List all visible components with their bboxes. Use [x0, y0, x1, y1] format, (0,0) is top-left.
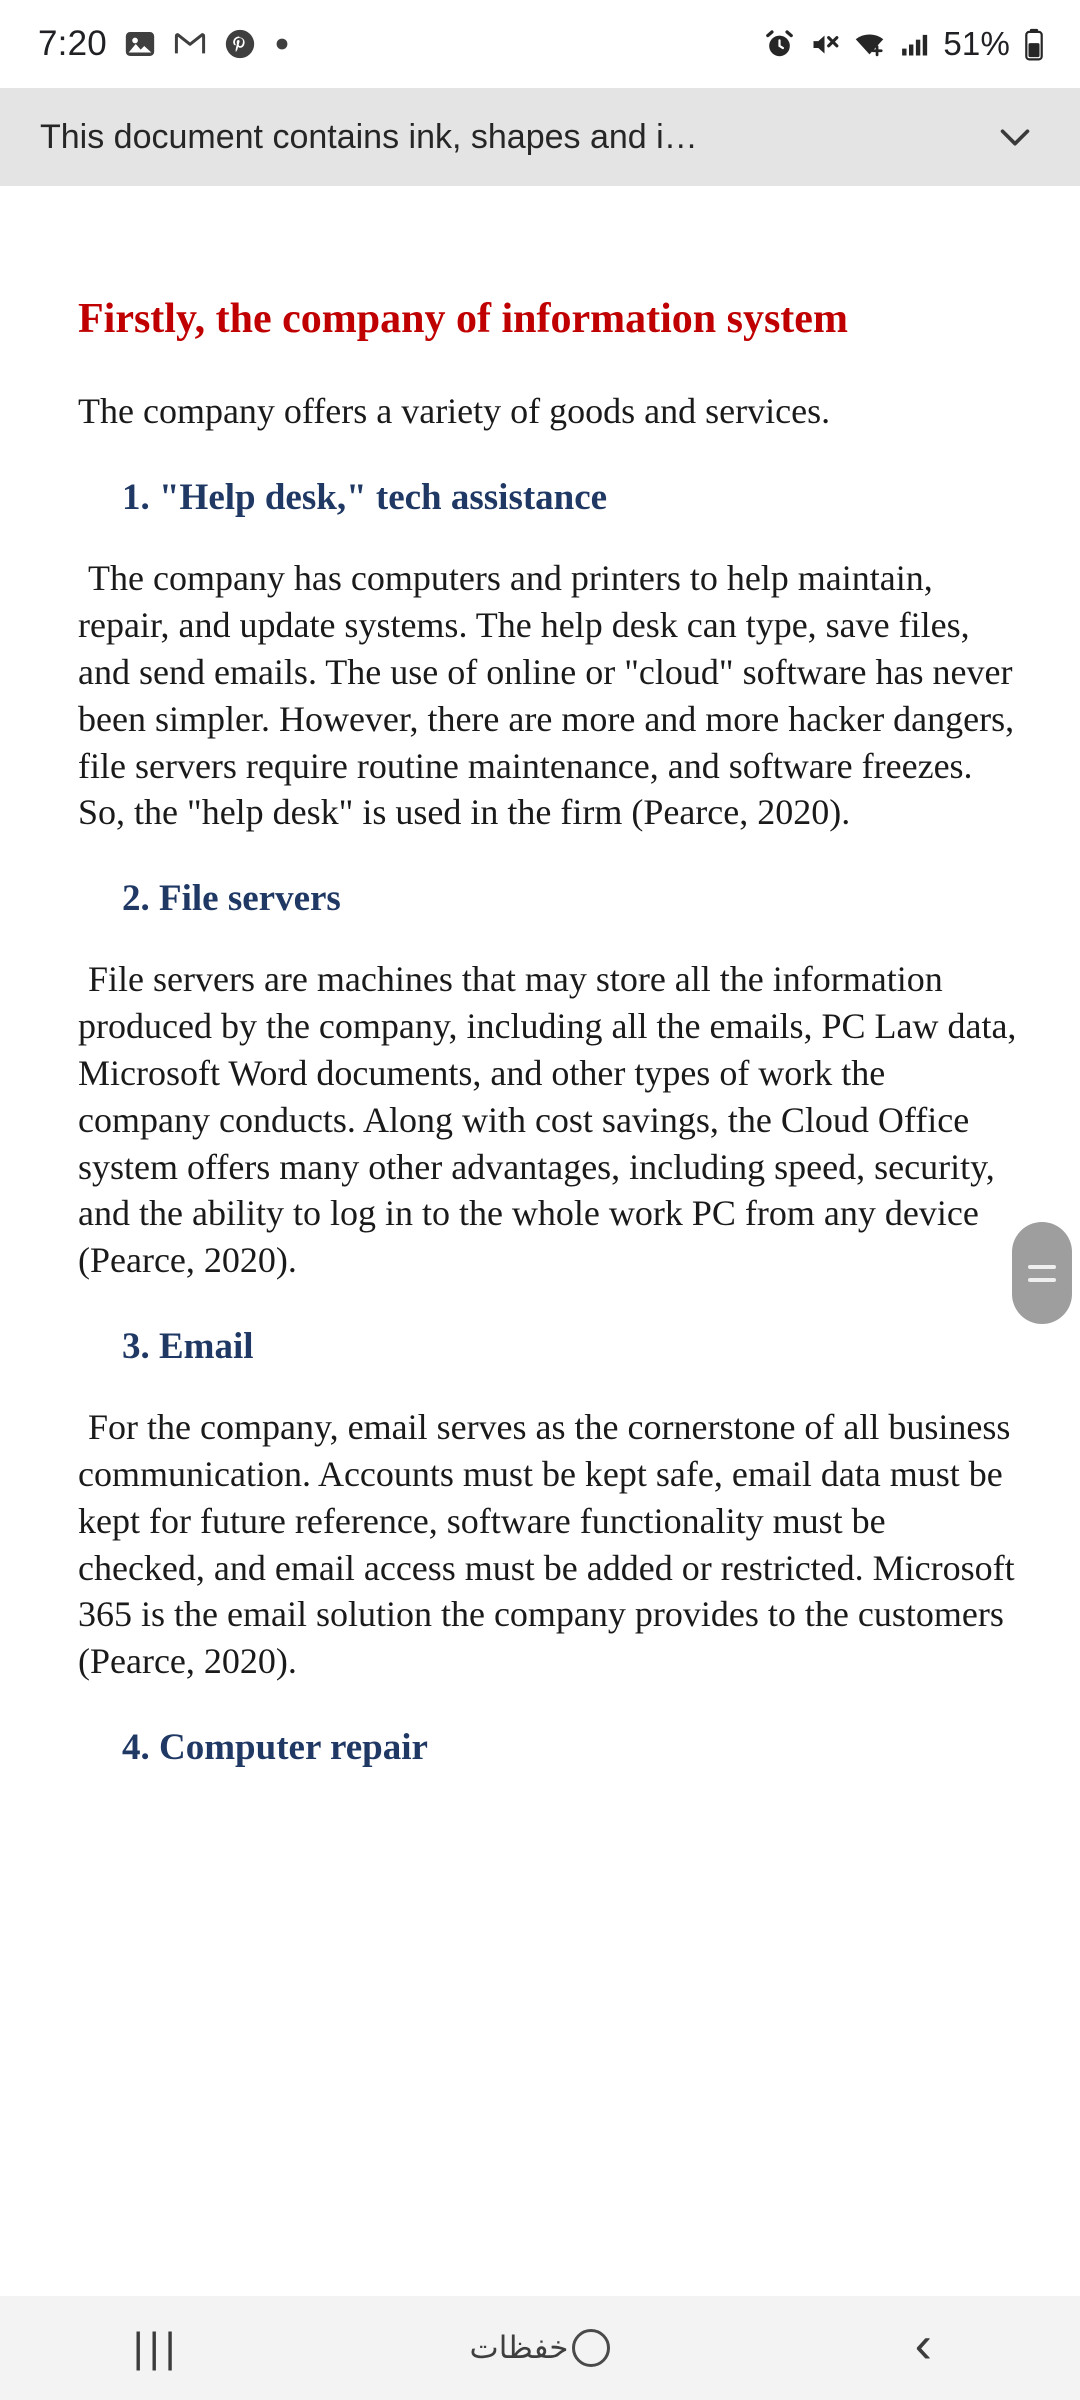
gmail-icon [173, 27, 207, 61]
section-body-1: The company has computers and printers to help maintain, repair, and update systems. The help desk can type, save files, and send emails. The use of online or "cloud" software has never been simpler. However, there are more and more hacker dangers, file servers require routine maintenance, and software freezes. So, the "help desk" is used in the firm (Pearce, 2020). [78, 558, 1015, 833]
notice-text: This document contains ink, shapes and i… [40, 117, 698, 156]
home-icon [572, 2329, 610, 2367]
scrollbar-thumb[interactable] [1012, 1222, 1072, 1324]
back-icon: ‹ [914, 2316, 932, 2374]
chevron-down-icon[interactable] [992, 114, 1038, 160]
alarm-icon [763, 28, 796, 61]
battery-icon [1022, 28, 1046, 61]
back-button[interactable] [833, 2296, 1013, 2400]
home-button[interactable] [380, 2296, 700, 2400]
section-heading-1: 1. "Help desk," tech assistance [122, 477, 608, 519]
battery-percent: 51% [943, 25, 1010, 62]
document-notice-banner[interactable] [0, 88, 1080, 186]
section-body-3: For the company, email serves as the cornerstone of all business communication. Accounts must be kept safe, email data must be kept for future reference, software functionality must be checked, and email access must be added or restricted. Microsoft 365 is the email solution the company provides to the customers (Pearce, 2020). [78, 1407, 1015, 1682]
home-label: خفظات [469, 2330, 569, 2366]
recents-icon: ||| [132, 2324, 181, 2371]
status-bar [0, 0, 1080, 88]
section-heading-4-partial: 4. Computer repair [122, 1727, 428, 1769]
system-navigation-bar [0, 2296, 1080, 2400]
signal-icon [898, 28, 931, 61]
document-title: Firstly, the company of information system [78, 296, 848, 342]
scroll-handle-icon [1028, 1278, 1056, 1282]
dot-icon [273, 35, 291, 53]
recents-button[interactable] [67, 2296, 247, 2400]
section-heading-2: 2. File servers [122, 878, 341, 920]
section-heading-3: 3. Email [122, 1326, 254, 1368]
status-time: 7:20 [38, 24, 107, 63]
status-bar-right [763, 25, 1046, 63]
mute-icon [808, 28, 841, 61]
document-intro: The company offers a variety of goods and services. [78, 391, 831, 432]
section-body-2: File servers are machines that may store all the information produced by the company, including all the emails, PC Law data, Microsoft Word documents, and other types of work the company conducts. Along with cost savings, the Cloud Office system offers many other advantages, including speed, security, and the ability to log in to the whole work PC from any device (Pearce, 2020). [78, 959, 1017, 1281]
status-bar-left [38, 24, 291, 64]
scroll-handle-icon [1028, 1265, 1056, 1269]
pinterest-icon [223, 27, 257, 61]
wifi-icon [853, 28, 886, 61]
photos-icon [123, 27, 157, 61]
document-content [0, 186, 1080, 1769]
document-viewer[interactable] [0, 186, 1080, 2296]
